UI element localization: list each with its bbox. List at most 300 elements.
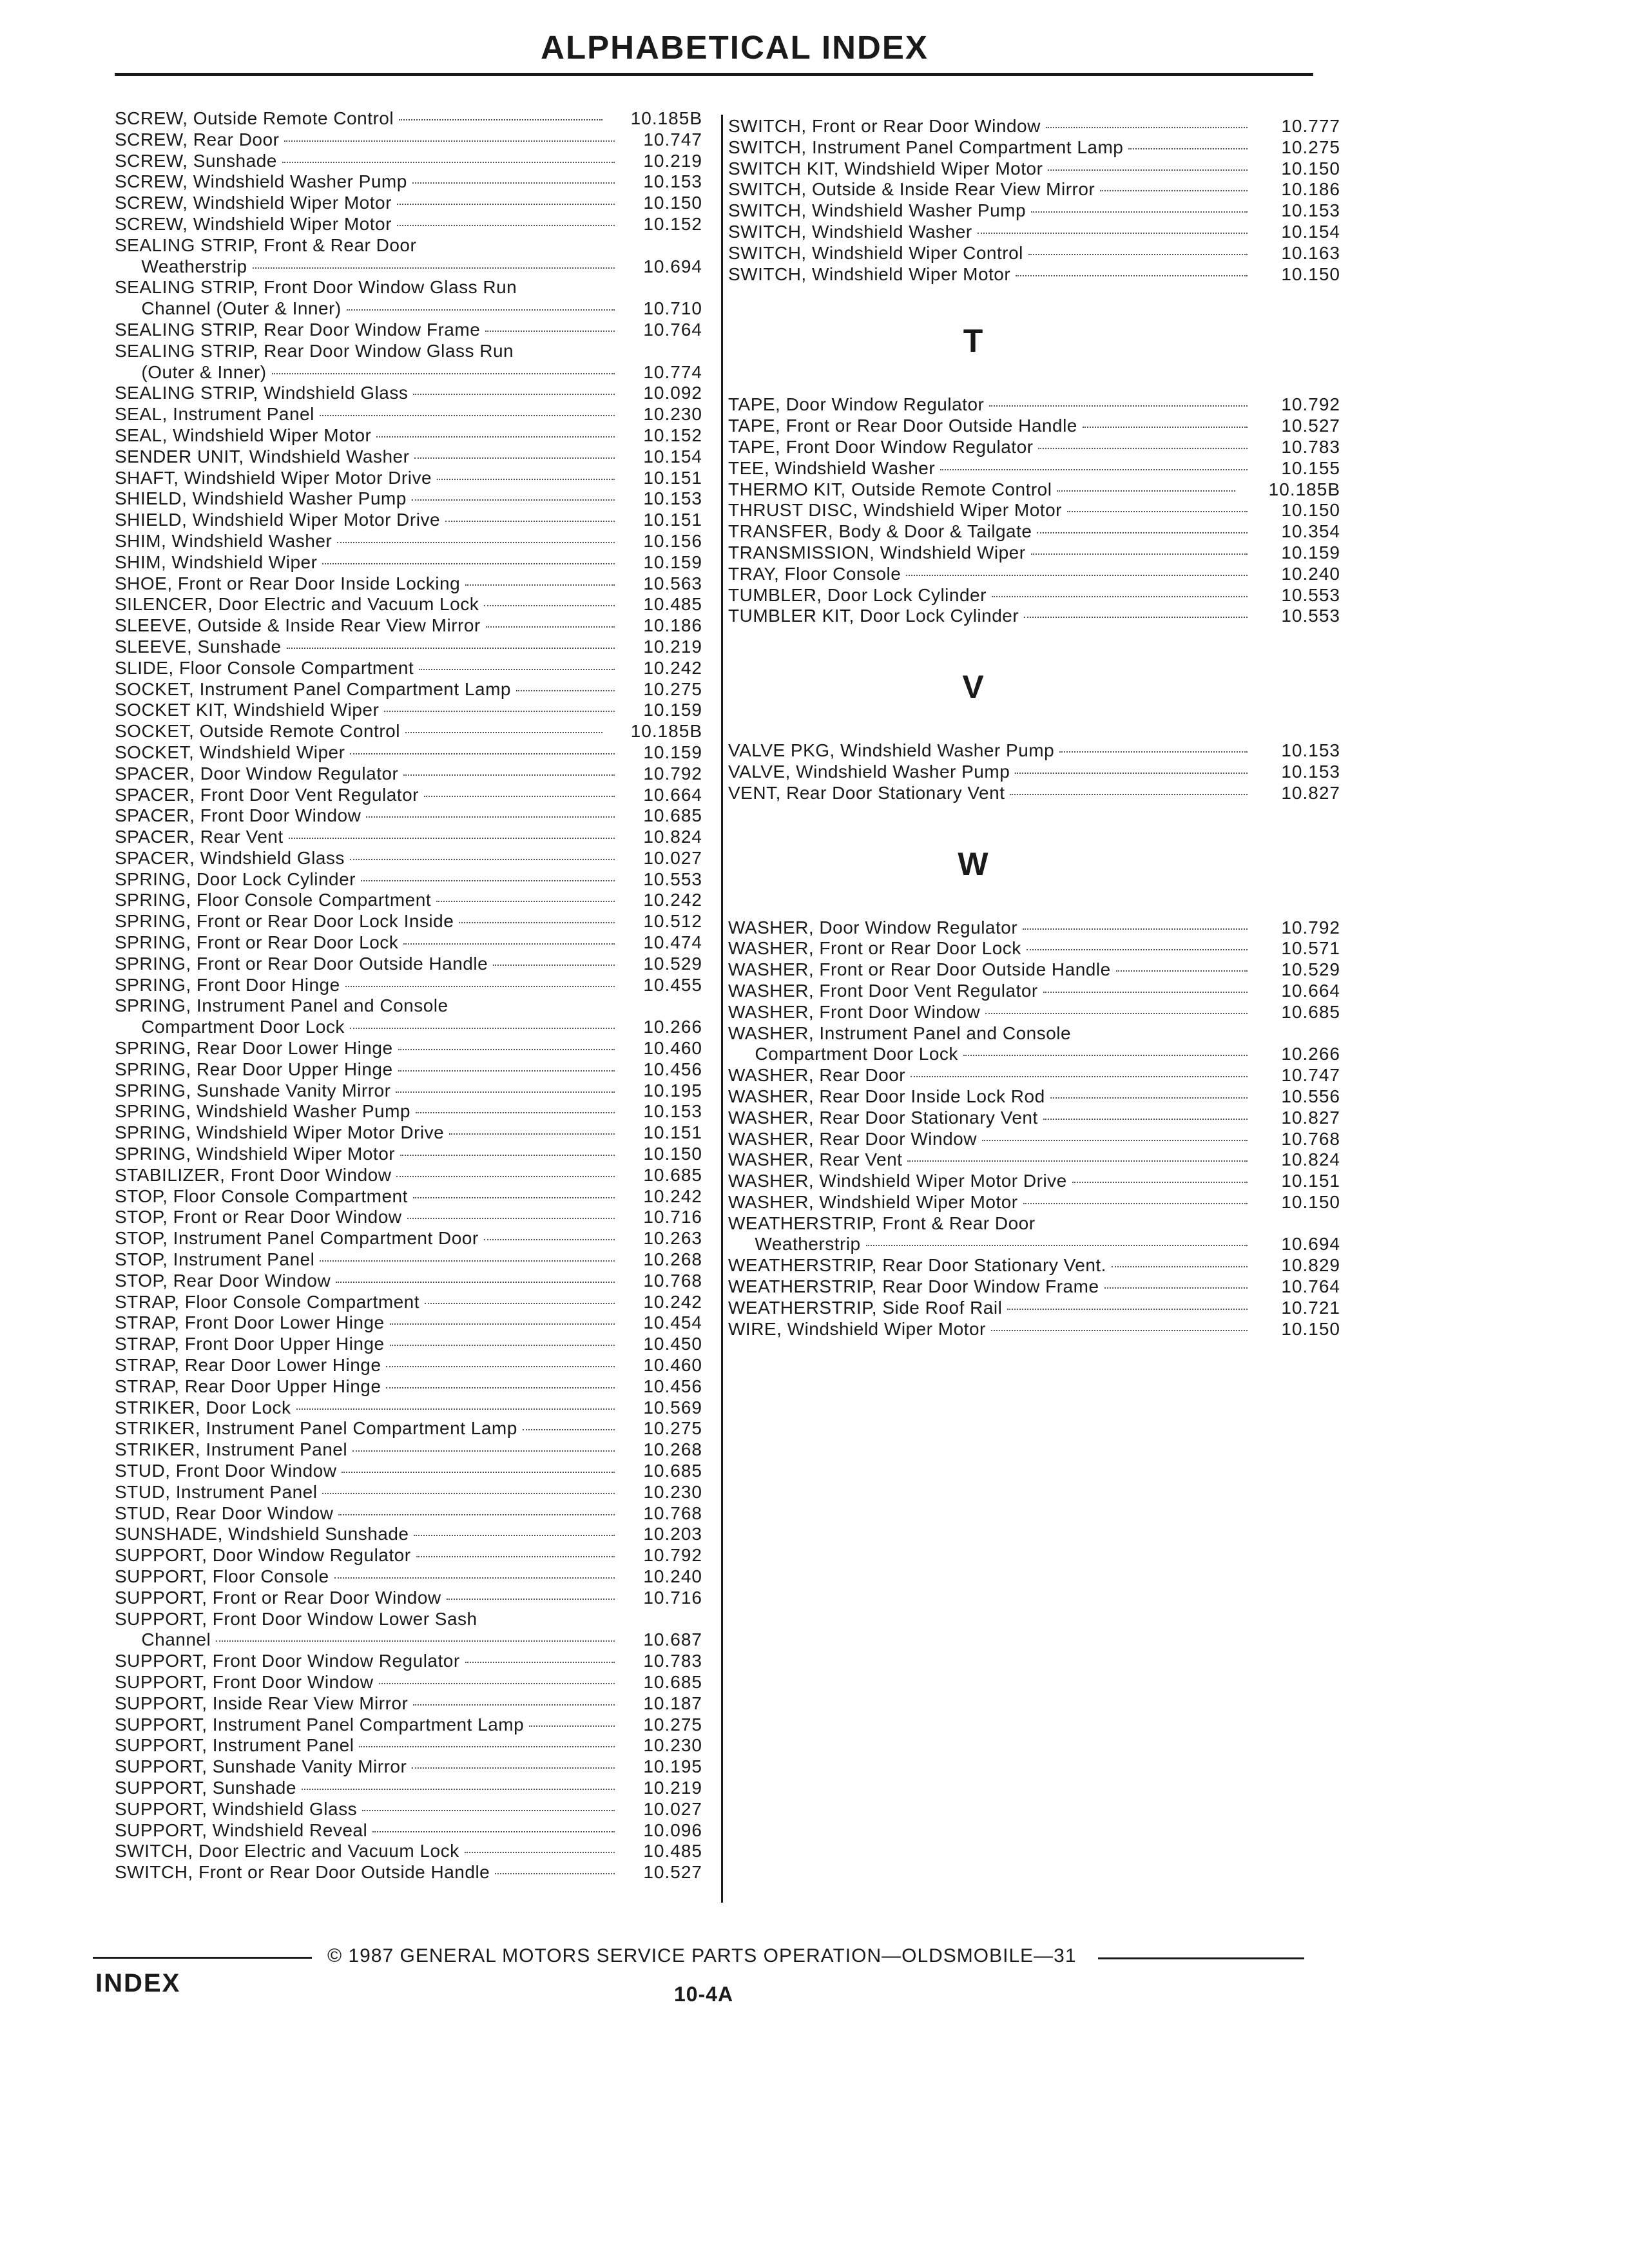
index-entry <box>115 510 708 531</box>
index-entry <box>115 277 708 320</box>
index-entry <box>728 137 1340 159</box>
entry-page-ref: 10.185B <box>630 721 702 742</box>
dot-leader <box>1083 427 1248 428</box>
index-entry <box>728 179 1340 200</box>
entry-text: SPRING, Front or Rear Door Outside Handle <box>115 954 708 975</box>
index-entry <box>115 151 708 172</box>
dot-leader <box>484 1239 615 1240</box>
entry-page-ref: 10.764 <box>643 319 702 340</box>
dot-leader <box>403 943 615 945</box>
entry-page-ref: 10.783 <box>643 1651 702 1671</box>
dot-leader <box>396 1091 615 1093</box>
dot-leader <box>907 1160 1248 1162</box>
entry-page-ref: 10.152 <box>643 425 702 445</box>
entry-text: WASHER, Rear Vent <box>728 1149 1340 1171</box>
dot-leader <box>352 1450 615 1452</box>
index-entry <box>728 416 1340 437</box>
title-rule <box>115 73 1313 76</box>
index-entry <box>115 1439 708 1461</box>
dot-leader <box>379 1683 615 1684</box>
entry-text: SUPPORT, Front Door Window Regulator <box>115 1651 708 1672</box>
index-entry <box>115 130 708 151</box>
index-entry <box>115 468 708 489</box>
entry-page-ref: 10.456 <box>643 1059 702 1079</box>
index-entry <box>115 1249 708 1271</box>
index-entry <box>115 1778 708 1799</box>
dot-leader <box>1028 254 1248 255</box>
entry-page-ref: 10.268 <box>643 1439 702 1460</box>
index-entry <box>115 383 708 404</box>
dot-leader <box>485 331 615 332</box>
entry-text: SWITCH, Front or Rear Door Outside Handle <box>115 1862 708 1883</box>
entry-page-ref: 10.685 <box>643 1671 702 1692</box>
index-entry <box>728 222 1340 243</box>
dot-leader <box>416 1112 615 1113</box>
index-entry <box>728 1149 1340 1171</box>
index-entry <box>115 1292 708 1313</box>
entry-text: SCREW, Sunshade <box>115 151 708 172</box>
footer-copyright: © 1987 GENERAL MOTORS SERVICE PARTS OPERATION—OLDSMOBILE—31 <box>327 1945 1077 1966</box>
entry-text: SCREW, Windshield Washer Pump <box>115 171 708 193</box>
entry-text: WEATHERSTRIP, Side Roof Rail <box>728 1298 1340 1319</box>
dot-leader <box>412 499 615 501</box>
index-entry <box>728 243 1340 264</box>
dot-leader <box>334 1577 615 1579</box>
index-entry <box>115 1841 708 1862</box>
section-v-entries <box>728 740 1340 803</box>
dot-leader <box>350 753 615 754</box>
section-w <box>728 845 1340 1340</box>
dot-leader <box>398 1049 615 1050</box>
entry-page-ref: 10.155 <box>1281 457 1340 478</box>
dot-leader <box>465 584 615 586</box>
dot-leader <box>1043 992 1248 993</box>
index-entry <box>115 764 708 785</box>
entry-text: STUD, Rear Door Window <box>115 1503 708 1524</box>
index-entry <box>115 193 708 214</box>
entry-text: STRAP, Floor Console Compartment <box>115 1292 708 1313</box>
entry-text: WASHER, Rear Door Window <box>728 1129 1340 1150</box>
entry-text: SOCKET, Instrument Panel Compartment Lamp <box>115 679 708 700</box>
index-entry <box>115 742 708 764</box>
index-entry <box>115 1461 708 1482</box>
dot-leader <box>495 1873 615 1874</box>
entry-text: SLEEVE, Outside & Inside Rear View Mirror <box>115 615 708 637</box>
entry-page-ref: 10.153 <box>1281 740 1340 761</box>
index-entry <box>115 995 708 1038</box>
entry-text: SWITCH, Windshield Washer Pump <box>728 200 1340 222</box>
entry-page-ref: 10.096 <box>643 1820 702 1840</box>
dot-leader <box>359 1746 615 1747</box>
entry-page-ref: 10.163 <box>1281 242 1340 263</box>
entry-text: SHIELD, Windshield Wiper Motor Drive <box>115 510 708 531</box>
index-entry <box>115 341 708 383</box>
entry-text: WASHER, Door Window Regulator <box>728 918 1340 939</box>
entry-page-ref: 10.153 <box>643 171 702 192</box>
index-entry <box>115 1545 708 1566</box>
entry-text: SOCKET KIT, Windshield Wiper <box>115 700 708 721</box>
entry-page-ref: 10.150 <box>1281 500 1340 521</box>
dot-leader <box>989 405 1248 407</box>
entry-page-ref: 10.150 <box>1281 1318 1340 1339</box>
index-entry <box>115 911 708 932</box>
index-entry <box>728 1213 1340 1256</box>
entry-page-ref: 10.512 <box>643 911 702 932</box>
index-entry <box>115 594 708 615</box>
dot-leader <box>1112 1266 1248 1267</box>
index-entry <box>728 1319 1340 1340</box>
entry-text: VENT, Rear Door Stationary Vent <box>728 783 1340 804</box>
dot-leader <box>1072 1182 1248 1183</box>
section-v <box>728 668 1340 803</box>
index-entry <box>115 404 708 425</box>
entry-text: WIRE, Windshield Wiper Motor <box>728 1319 1340 1340</box>
entry-page-ref: 10.664 <box>643 784 702 805</box>
index-entry <box>728 918 1340 939</box>
entry-page-ref: 10.460 <box>643 1038 702 1059</box>
entry-page-ref: 10.195 <box>643 1080 702 1100</box>
dot-leader <box>992 596 1248 597</box>
dot-leader <box>386 1366 615 1367</box>
entry-text: TRAY, Floor Console <box>728 564 1340 585</box>
index-entry <box>115 1101 708 1122</box>
dot-leader <box>465 1662 615 1663</box>
dot-leader <box>1023 928 1248 930</box>
index-entry <box>115 1482 708 1503</box>
entry-page-ref: 10.569 <box>643 1397 702 1418</box>
entry-page-ref: 10.027 <box>643 1798 702 1819</box>
index-entry <box>115 848 708 869</box>
index-entry <box>115 1503 708 1524</box>
dot-leader <box>361 880 615 881</box>
section-t <box>728 322 1340 627</box>
entry-text: SUPPORT, Front Door Window Lower Sash <box>115 1608 477 1629</box>
dot-leader <box>320 415 615 416</box>
entry-text: WASHER, Front Door Window <box>728 1002 1340 1023</box>
entry-page-ref: 10.783 <box>1281 436 1340 457</box>
index-entry <box>115 1207 708 1228</box>
dot-leader <box>1024 617 1248 618</box>
entry-text: SUPPORT, Windshield Reveal <box>115 1820 708 1841</box>
entry-page-ref: 10.456 <box>643 1376 702 1396</box>
entry-text: STUD, Front Door Window <box>115 1461 708 1482</box>
page-number: 10-4A <box>674 1983 734 2006</box>
dot-leader <box>437 479 615 480</box>
entry-text: SUPPORT, Front Door Window <box>115 1672 708 1693</box>
dot-leader <box>413 394 615 395</box>
dot-leader <box>1128 148 1248 149</box>
dot-leader <box>403 774 615 776</box>
dot-leader <box>459 922 615 923</box>
dot-leader <box>866 1245 1248 1246</box>
index-entry <box>115 573 708 595</box>
entry-page-ref: 10.159 <box>1281 542 1340 562</box>
index-entry <box>115 637 708 658</box>
entry-page-ref: 10.460 <box>643 1355 702 1376</box>
index-entry <box>728 564 1340 585</box>
entry-text: SEAL, Instrument Panel <box>115 404 708 425</box>
entry-page-ref: 10.485 <box>643 594 702 615</box>
index-entry <box>115 869 708 890</box>
dot-leader <box>216 1640 615 1642</box>
entry-text: SEALING STRIP, Rear Door Window Frame <box>115 320 708 341</box>
entry-page-ref: 10.768 <box>643 1503 702 1523</box>
entry-page-ref: 10.263 <box>643 1228 702 1249</box>
entry-page-ref: 10.768 <box>1281 1128 1340 1149</box>
entry-text: SUPPORT, Door Window Regulator <box>115 1545 708 1566</box>
entry-page-ref: 10.240 <box>643 1566 702 1586</box>
footer-rule-right <box>1098 1957 1304 1959</box>
entry-text: Compartment Door Lock <box>115 1017 708 1038</box>
entry-page-ref: 10.185B <box>630 108 702 128</box>
entry-text: SUPPORT, Sunshade Vanity Mirror <box>115 1756 708 1778</box>
entry-page-ref: 10.354 <box>1281 521 1340 542</box>
dot-leader <box>484 605 615 606</box>
dot-leader <box>376 436 615 437</box>
entry-page-ref: 10.219 <box>643 636 702 657</box>
entry-page-ref: 10.455 <box>643 974 702 995</box>
entry-page-ref: 10.768 <box>643 1270 702 1291</box>
index-entry <box>728 1023 1340 1066</box>
entry-page-ref: 10.219 <box>643 150 702 171</box>
entry-text: WASHER, Windshield Wiper Motor Drive <box>728 1171 1340 1192</box>
dot-leader <box>449 1133 615 1135</box>
section-label: INDEX <box>95 1969 181 1997</box>
index-entry <box>728 1276 1340 1298</box>
index-entry <box>728 1298 1340 1319</box>
index-entry <box>728 1171 1340 1192</box>
index-entry <box>115 1355 708 1376</box>
left-index-column <box>115 108 708 1883</box>
entry-page-ref: 10.721 <box>1281 1297 1340 1318</box>
dot-leader <box>447 1599 615 1600</box>
index-entry <box>115 1398 708 1419</box>
dot-leader <box>413 1704 615 1706</box>
entry-text: VALVE, Windshield Washer Pump <box>728 762 1340 783</box>
index-entry <box>115 1334 708 1355</box>
entry-text: WASHER, Rear Door Stationary Vent <box>728 1108 1340 1129</box>
entry-text: TAPE, Front Door Window Regulator <box>728 437 1340 458</box>
index-entry <box>115 1228 708 1249</box>
entry-text: STOP, Front or Rear Door Window <box>115 1207 708 1228</box>
dot-leader <box>493 965 615 966</box>
dot-leader <box>963 1055 1248 1056</box>
dot-leader <box>425 1303 615 1304</box>
dot-leader <box>419 669 615 670</box>
index-entry <box>115 1081 708 1102</box>
entry-text: (Outer & Inner) <box>115 362 708 383</box>
entry-text: STRIKER, Door Lock <box>115 1398 708 1419</box>
entry-page-ref: 10.230 <box>643 1481 702 1502</box>
entry-page-ref: 10.150 <box>643 1144 702 1164</box>
entry-text: SCREW, Outside Remote Control <box>115 108 708 130</box>
entry-page-ref: 10.747 <box>1281 1065 1340 1086</box>
entry-text: WASHER, Front Door Vent Regulator <box>728 981 1340 1002</box>
section-letter-v: V <box>962 669 984 706</box>
entry-text: TRANSMISSION, Windshield Wiper <box>728 543 1340 564</box>
entry-text: SPACER, Front Door Window <box>115 805 708 827</box>
entry-text: WASHER, Front or Rear Door Lock <box>728 938 1340 959</box>
column-divider <box>721 115 723 1903</box>
entry-text: SPRING, Windshield Wiper Motor Drive <box>115 1122 708 1144</box>
entry-text: TEE, Windshield Washer <box>728 458 1340 479</box>
entry-text: SPRING, Floor Console Compartment <box>115 890 708 911</box>
entry-text: VALVE PKG, Windshield Washer Pump <box>728 740 1340 762</box>
dot-leader <box>282 162 615 163</box>
entry-page-ref: 10.185B <box>1268 479 1340 499</box>
entry-text: SCREW, Windshield Wiper Motor <box>115 214 708 235</box>
index-entry <box>115 954 708 975</box>
dot-leader <box>287 648 615 649</box>
entry-page-ref: 10.694 <box>643 256 702 276</box>
entry-page-ref: 10.529 <box>643 953 702 974</box>
entry-page-ref: 10.159 <box>643 700 702 720</box>
dot-leader <box>978 233 1248 234</box>
index-entry <box>115 1756 708 1778</box>
entry-page-ref: 10.553 <box>643 869 702 889</box>
dot-leader <box>1037 532 1248 533</box>
entry-text: SPRING, Rear Door Upper Hinge <box>115 1059 708 1081</box>
dot-leader <box>345 986 615 987</box>
entry-page-ref: 10.694 <box>1281 1234 1340 1254</box>
dot-leader <box>372 1831 615 1832</box>
dot-leader <box>386 1387 615 1389</box>
entry-text: SCREW, Rear Door <box>115 130 708 151</box>
entry-text: SENDER UNIT, Windshield Washer <box>115 447 708 468</box>
entry-page-ref: 10.792 <box>643 763 702 783</box>
entry-page-ref: 10.153 <box>1281 761 1340 782</box>
dot-leader <box>1067 511 1248 512</box>
entry-text: STRAP, Front Door Upper Hinge <box>115 1334 708 1355</box>
entry-text: SUPPORT, Floor Console <box>115 1566 708 1588</box>
index-entry <box>728 740 1340 762</box>
dot-leader <box>991 1330 1248 1331</box>
entry-text: Compartment Door Lock <box>728 1044 1340 1065</box>
entry-text: SWITCH, Instrument Panel Compartment Lamp <box>728 137 1340 159</box>
dot-leader <box>296 1408 615 1410</box>
index-entry <box>728 116 1340 137</box>
entry-text: SPRING, Front or Rear Door Lock <box>115 932 708 954</box>
entry-text: SPACER, Rear Vent <box>115 827 708 848</box>
index-entry <box>115 1038 708 1059</box>
dot-leader <box>399 119 602 120</box>
dot-leader <box>416 1556 615 1557</box>
dot-leader <box>414 1535 615 1536</box>
entry-text: STRIKER, Instrument Panel <box>115 1439 708 1461</box>
entry-text: SPRING, Sunshade Vanity Mirror <box>115 1081 708 1102</box>
index-entry <box>115 890 708 911</box>
entry-page-ref: 10.792 <box>643 1545 702 1566</box>
dot-leader <box>347 309 615 311</box>
index-entry <box>728 394 1340 416</box>
dot-leader <box>302 1789 615 1790</box>
entry-page-ref: 10.450 <box>643 1334 702 1354</box>
entry-page-ref: 10.764 <box>1281 1276 1340 1297</box>
dot-leader <box>412 182 615 184</box>
entry-page-ref: 10.186 <box>643 615 702 636</box>
entry-page-ref: 10.527 <box>1281 416 1340 436</box>
entry-text: WASHER, Rear Door <box>728 1065 1340 1086</box>
entry-page-ref: 10.792 <box>1281 917 1340 937</box>
dot-leader <box>396 1176 615 1177</box>
entry-text: TAPE, Door Window Regulator <box>728 394 1340 416</box>
index-entry <box>115 1672 708 1693</box>
index-entry <box>115 1186 708 1207</box>
entry-page-ref: 10.159 <box>643 742 702 762</box>
dot-leader <box>400 1155 615 1156</box>
dot-leader <box>424 796 615 797</box>
entry-page-ref: 10.716 <box>643 1587 702 1608</box>
dot-leader <box>1104 1287 1248 1289</box>
entry-text: WEATHERSTRIP, Front & Rear Door <box>728 1213 1036 1233</box>
entry-page-ref: 10.474 <box>643 932 702 953</box>
dot-leader <box>985 1013 1248 1014</box>
index-entry <box>115 108 708 130</box>
entry-page-ref: 10.203 <box>643 1524 702 1544</box>
entry-text: SPRING, Door Lock Cylinder <box>115 869 708 890</box>
dot-leader <box>1023 1203 1248 1204</box>
entry-page-ref: 10.151 <box>643 1122 702 1143</box>
entry-text: SWITCH KIT, Windshield Wiper Motor <box>728 159 1340 180</box>
entry-text: SUPPORT, Instrument Panel Compartment Lamp <box>115 1715 708 1736</box>
entry-text: SPRING, Instrument Panel and Console <box>115 995 448 1016</box>
entry-text: SLIDE, Floor Console Compartment <box>115 658 708 679</box>
entry-text: WASHER, Windshield Wiper Motor <box>728 1192 1340 1213</box>
entry-page-ref: 10.529 <box>1281 959 1340 980</box>
index-entry <box>115 700 708 721</box>
dot-leader <box>337 542 615 543</box>
dot-leader <box>1050 1097 1248 1099</box>
entry-text: SWITCH, Windshield Wiper Motor <box>728 264 1340 285</box>
index-entry <box>115 932 708 954</box>
index-entry <box>728 606 1340 627</box>
index-entry <box>728 159 1340 180</box>
entry-text: SCREW, Windshield Wiper Motor <box>115 193 708 214</box>
entry-text: SPACER, Door Window Regulator <box>115 764 708 785</box>
entry-page-ref: 10.266 <box>1281 1044 1340 1064</box>
dot-leader <box>336 1282 615 1283</box>
index-entry <box>115 552 708 573</box>
dot-leader <box>529 1725 615 1727</box>
entry-text: SOCKET, Outside Remote Control <box>115 721 708 742</box>
dot-leader <box>1015 773 1248 774</box>
entry-page-ref: 10.664 <box>1281 980 1340 1001</box>
index-entry <box>115 447 708 468</box>
entry-text: STOP, Instrument Panel Compartment Door <box>115 1228 708 1249</box>
entry-page-ref: 10.827 <box>1281 782 1340 803</box>
entry-page-ref: 10.275 <box>643 678 702 699</box>
index-entry <box>728 543 1340 564</box>
dot-leader <box>397 204 615 205</box>
entry-text: TUMBLER KIT, Door Lock Cylinder <box>728 606 1340 627</box>
entry-text: SEALING STRIP, Rear Door Window Glass Run <box>115 340 514 361</box>
index-entry <box>115 1376 708 1398</box>
index-entry <box>115 320 708 341</box>
entry-text: SPRING, Windshield Wiper Motor <box>115 1144 708 1165</box>
entry-page-ref: 10.242 <box>643 657 702 678</box>
entry-page-ref: 10.485 <box>643 1841 702 1861</box>
dot-leader <box>366 816 615 818</box>
dot-leader <box>320 1260 615 1262</box>
index-entry <box>115 827 708 848</box>
entry-page-ref: 10.824 <box>643 827 702 847</box>
index-entry <box>728 479 1340 501</box>
index-entry <box>728 1002 1340 1023</box>
index-entry <box>728 500 1340 521</box>
entry-text: SUNSHADE, Windshield Sunshade <box>115 1524 708 1545</box>
entry-text: SUPPORT, Sunshade <box>115 1778 708 1799</box>
entry-text: TUMBLER, Door Lock Cylinder <box>728 585 1340 606</box>
